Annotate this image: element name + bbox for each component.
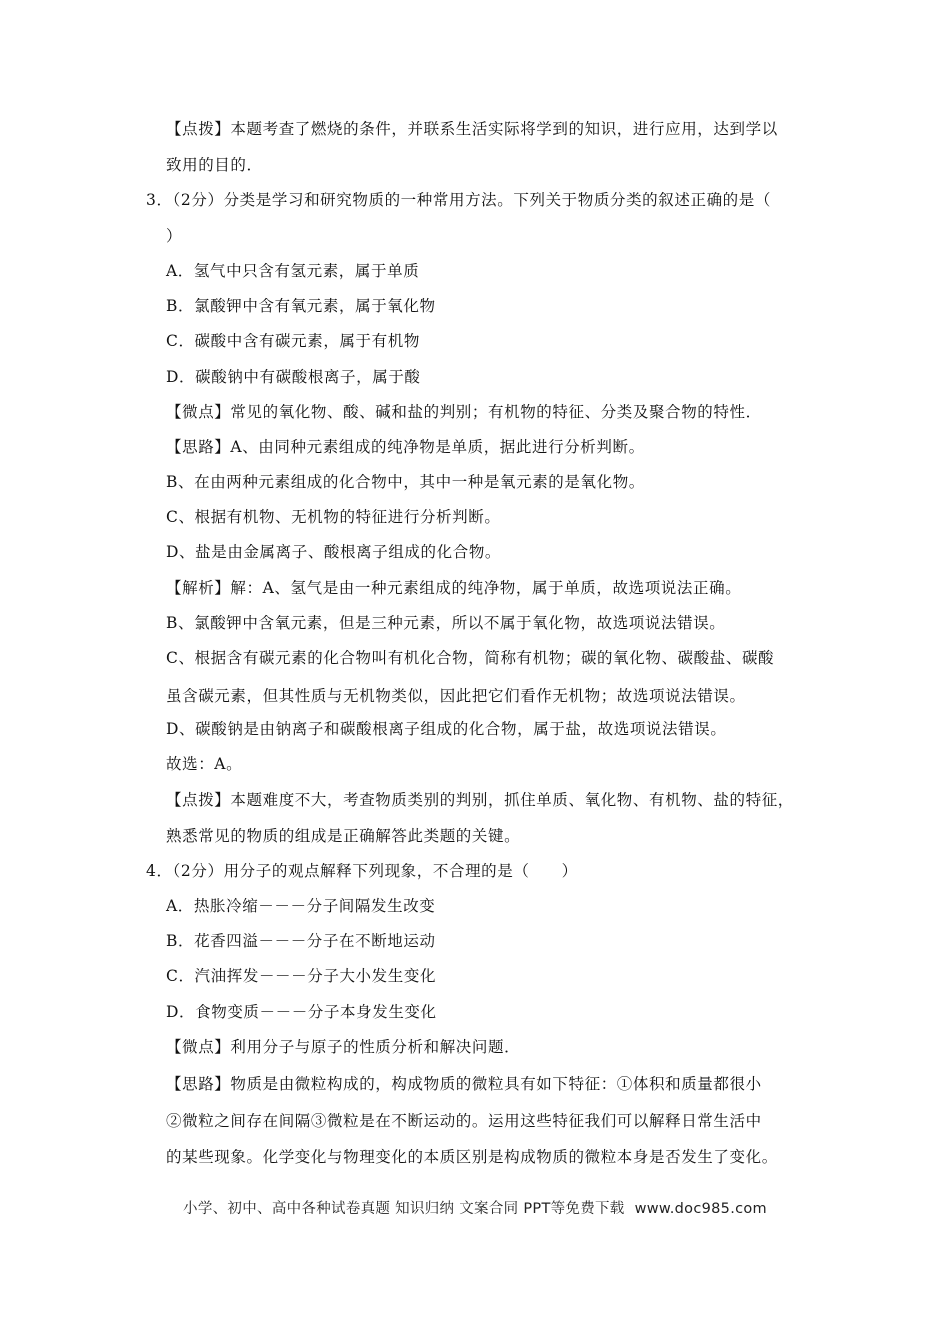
question-3-thought-d: D、盐是由金属离子、酸根离子组成的化合物。 [166, 543, 502, 561]
question-3-stem: 3．（2分）分类是学习和研究物质的一种常用方法。下列关于物质分类的叙述正确的是（ [146, 191, 771, 209]
question-3-thought-b: B、在由两种元素组成的化合物中，其中一种是氧元素的是氧化物。 [166, 473, 645, 491]
question-3-tip-1: 【点拨】本题难度不大，考查物质类别的判别，抓住单质、氧化物、有机物、盐的特征， [166, 791, 794, 809]
question-4-option-a: A．热胀冷缩－－－分子间隔发生改变 [166, 897, 436, 915]
question-3-option-c: C．碳酸中含有碳元素，属于有机物 [166, 332, 420, 350]
question-3-analysis-a: 【解析】解：A、氢气是由一种元素组成的纯净物，属于单质，故选项说法正确。 [166, 579, 742, 597]
question-3-analysis-c-cont: 虽含碳元素，但其性质与无机物类似，因此把它们看作无机物；故选项说法错误。 [166, 687, 746, 705]
page-footer [0, 1197, 950, 1218]
question-3-option-b: B．氯酸钾中含有氧元素，属于氧化物 [166, 297, 436, 315]
question-4-option-b: B．花香四溢－－－分子在不断地运动 [166, 932, 436, 950]
tip-line-1: 【点拨】本题考查了燃烧的条件，并联系生活实际将学到的知识，进行应用，达到学以 [166, 120, 778, 138]
question-4-option-c: C．汽油挥发－－－分子大小发生变化 [166, 967, 437, 985]
footer-url-link[interactable]: www.doc985.com [634, 1201, 767, 1217]
question-4-option-d: D．食物变质－－－分子本身发生变化 [166, 1003, 437, 1021]
question-3-thought-c: C、根据有机物、无机物的特征进行分析判断。 [166, 508, 501, 526]
question-4-thought-2: ②微粒之间存在间隔③微粒是在不断运动的。运用这些特征我们可以解释日常生活中 [166, 1112, 762, 1130]
tip-line-2: 致用的目的． [166, 156, 263, 174]
question-3-analysis-c: C、根据含有碳元素的化合物叫有机化合物，简称有机物；碳的氧化物、碳酸盐、碳酸 [166, 649, 775, 667]
question-4-stem: 4．（2分）用分子的观点解释下列现象，不合理的是（ ） [146, 862, 578, 880]
question-4-thought-3: 的某些现象。化学变化与物理变化的本质区别是构成物质的微粒本身是否发生了变化。 [166, 1148, 778, 1166]
question-3-tip-2: 熟悉常见的物质的组成是正确解答此类题的关键。 [166, 827, 521, 845]
question-3-option-a: A．氢气中只含有氢元素，属于单质 [166, 262, 420, 280]
question-3-analysis-b: B、氯酸钾中含氧元素，但是三种元素，所以不属于氧化物，故选项说法错误。 [166, 614, 726, 632]
question-3-point: 【微点】常见的氧化物、酸、碱和盐的判别；有机物的特征、分类及聚合物的特性． [166, 403, 762, 421]
question-3-option-d: D．碳酸钠中有碳酸根离子，属于酸 [166, 368, 421, 386]
question-3-stem-cont: ） [166, 227, 183, 245]
question-4-point: 【微点】利用分子与原子的性质分析和解决问题． [166, 1038, 521, 1056]
question-4-thought-1: 【思路】物质是由微粒构成的，构成物质的微粒具有如下特征：①体积和质量都很小 [166, 1075, 762, 1093]
footer-text: 小学、初中、高中各种试卷真题 知识归纳 文案合同 PPT等免费下载 [183, 1201, 625, 1217]
question-3-thought-a: 【思路】A、由同种元素组成的纯净物是单质，据此进行分析判断。 [166, 438, 645, 456]
question-3-answer: 故选：A。 [166, 755, 243, 773]
question-3-analysis-d: D、碳酸钠是由钠离子和碳酸根离子组成的化合物，属于盐，故选项说法错误。 [166, 720, 727, 738]
